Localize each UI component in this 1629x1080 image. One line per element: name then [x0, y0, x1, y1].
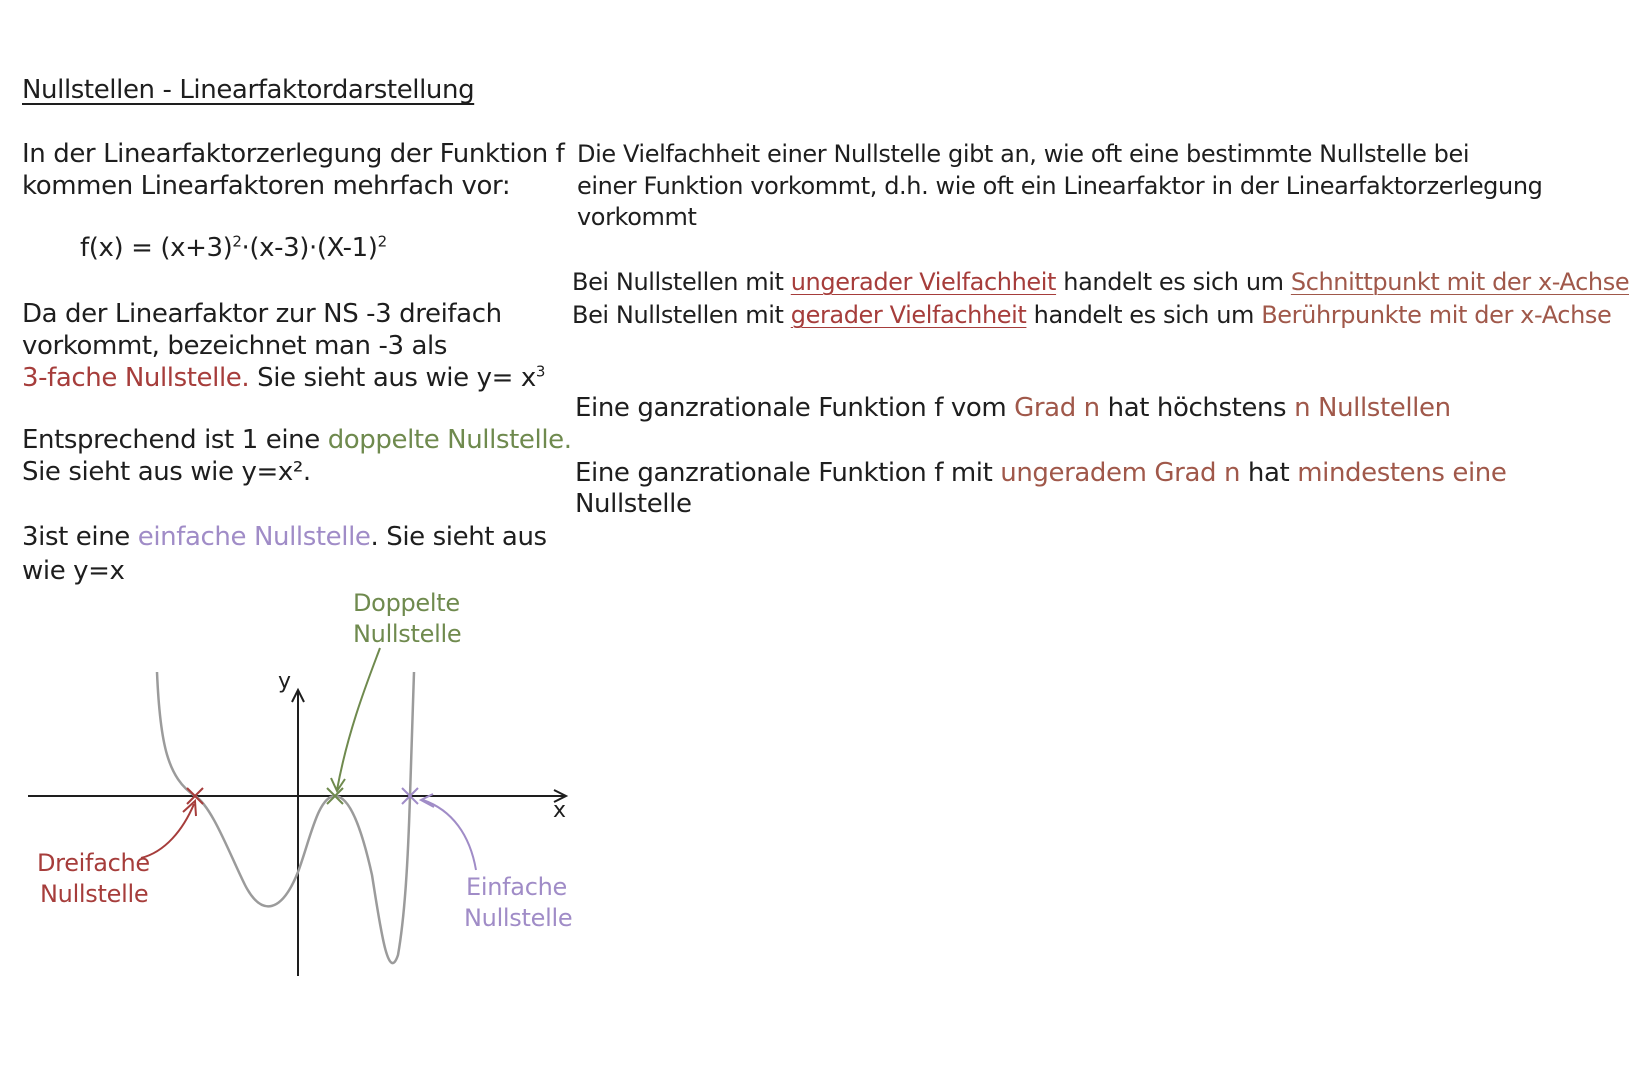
- double-line-2: Sie sieht aus wie y=x².: [22, 457, 311, 487]
- odd-degree-line-2: Nullstelle: [575, 489, 692, 519]
- odd-term: ungerader Vielfachheit: [790, 268, 1057, 296]
- odd-result: Schnittpunkt mit der x-Achse: [1290, 268, 1629, 296]
- page-title: Nullstellen - Linearfaktordarstellung: [22, 75, 475, 105]
- double-term: doppelte Nullstelle.: [327, 425, 572, 455]
- triple-root-label-1: Dreifache: [37, 849, 150, 877]
- simple-rest: . Sie sieht aus: [370, 522, 547, 552]
- simple-root-label-1: Einfache: [466, 873, 567, 901]
- multiplicity-line-2: einer Funktion vorkommt, d.h. wie oft ein Linearfaktor in der Linearfaktorzerlegung: [577, 172, 1543, 200]
- intro-line-1: In der Linearfaktorzerlegung der Funktion f: [22, 139, 565, 169]
- odd-mid: handelt es sich um: [1056, 268, 1291, 296]
- triple-line-2: vorkommt, bezeichnet man -3 als: [22, 331, 447, 361]
- multiplicity-line-1: Die Vielfachheit einer Nullstelle gibt an, wie oft eine bestimmte Nullstelle bei: [577, 140, 1470, 168]
- odd-degree-mid: hat: [1240, 458, 1298, 488]
- simple-line-2: wie y=x: [22, 556, 125, 586]
- odd-degree-result: mindestens eine: [1297, 458, 1507, 488]
- formula-exponent-1: 2: [232, 232, 242, 251]
- triple-rest: Sie sieht aus wie y= x: [249, 363, 536, 393]
- simple-root-arrow: [423, 800, 476, 870]
- degree-mid: hat höchstens: [1099, 393, 1295, 423]
- degree-pre: Eine ganzrationale Funktion f vom: [575, 393, 1015, 423]
- simple-pre: 3ist eine: [22, 522, 138, 552]
- double-root-label-1: Doppelte: [353, 589, 460, 617]
- odd-degree-pre: Eine ganzrationale Funktion f mit: [575, 458, 1001, 488]
- triple-exponent: 3: [535, 362, 545, 381]
- formula-exponent-2: 2: [377, 232, 387, 251]
- simple-term: einfache Nullstelle: [137, 522, 371, 552]
- double-root-label-2: Nullstelle: [353, 620, 462, 648]
- triple-root-label-2: Nullstelle: [40, 880, 149, 908]
- even-result: Berührpunkte mit der x-Achse: [1261, 301, 1612, 329]
- double-root-arrow: [337, 648, 380, 790]
- x-axis-label: x: [553, 798, 566, 823]
- degree-term: Grad n: [1014, 393, 1100, 423]
- triple-term: 3-fache Nullstelle.: [22, 363, 250, 393]
- intro-line-2: kommen Linearfaktoren mehrfach vor:: [22, 171, 511, 201]
- odd-degree-term: ungeradem Grad n: [1000, 458, 1241, 488]
- multiplicity-line-3: vorkommt: [577, 203, 697, 231]
- simple-root-label-2: Nullstelle: [464, 904, 573, 932]
- even-mid: handelt es sich um: [1026, 301, 1262, 329]
- even-pre: Bei Nullstellen mit: [572, 301, 791, 329]
- even-term: gerader Vielfachheit: [790, 301, 1027, 329]
- formula-mid: ·(x-3)·(X-1): [241, 233, 378, 263]
- y-axis-label: y: [278, 669, 291, 694]
- odd-pre: Bei Nullstellen mit: [572, 268, 791, 296]
- triple-line-1: Da der Linearfaktor zur NS -3 dreifach: [22, 299, 502, 329]
- degree-result: n Nullstellen: [1294, 393, 1451, 423]
- polynomial-curve: [157, 672, 414, 963]
- formula-main: f(x) = (x+3): [80, 233, 233, 263]
- double-pre: Entsprechend ist 1 eine: [22, 425, 328, 455]
